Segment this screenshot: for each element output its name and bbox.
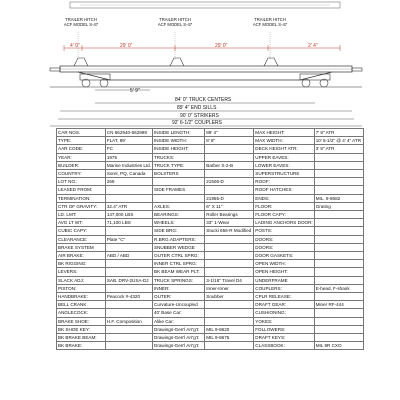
couplers-dimension: 92' 6-1/2" COUPLERS	[172, 120, 222, 126]
field-label: DRAFT KEYS:	[254, 334, 314, 342]
field-label: SUPERSTRUCTURE	[254, 170, 314, 178]
field-value	[314, 260, 363, 268]
top-dimension: 29' 0"	[215, 43, 228, 49]
trailer-hitch	[264, 58, 278, 66]
field-value: Roller Bearings	[205, 211, 254, 219]
field-value	[314, 227, 363, 235]
field-value: Peacock #-4320	[105, 293, 152, 301]
field-value: MIL 9-8675	[205, 334, 254, 342]
truck-centers-dimension: 84' 0" TRUCK CENTERS	[175, 97, 232, 103]
field-value: Miner RF-444	[314, 301, 363, 309]
field-label: DECK HEIGHT ATR:	[254, 145, 314, 153]
field-value	[314, 293, 363, 301]
field-value	[105, 334, 152, 342]
field-label: CAR NOS.	[57, 129, 106, 137]
field-value	[205, 170, 254, 178]
field-value: MIL 9-8620	[205, 325, 254, 333]
field-label: Curvature-Uncoupled	[153, 301, 205, 309]
field-label: BEARINGS:	[153, 211, 205, 219]
field-value: 71,100 LBS	[105, 219, 152, 227]
field-value: MIL. 9-8682	[314, 194, 363, 202]
field-label: ROOF:	[254, 178, 314, 186]
field-label: CPLR RELEASE:	[254, 293, 314, 301]
field-label: OPEN HEIGHT:	[254, 268, 314, 276]
field-value	[314, 268, 363, 276]
field-value	[205, 268, 254, 276]
field-label: INSIDE WIDTH:	[153, 137, 205, 145]
field-value	[205, 153, 254, 161]
field-value	[314, 211, 363, 219]
field-value: 7' 9" ATR	[314, 129, 363, 137]
field-label: Drawings-Gen'l Arr'g't:	[153, 325, 205, 333]
field-value: 10' 5-1/2" @ 4' 4" ATR	[314, 137, 363, 145]
field-value: Barber S-2-B	[205, 161, 254, 169]
field-label: SLACK ADJ:	[57, 276, 106, 284]
side-dimension: 5' 9"	[130, 88, 140, 94]
field-value	[105, 186, 152, 194]
field-label: COUPLERS:	[254, 284, 314, 292]
field-label: R.BRG.ADAPTERS:	[153, 235, 205, 243]
field-value: Stucki 656-R Modified	[205, 227, 254, 235]
hitch-label-line: ACF MODEL S-47	[157, 21, 193, 27]
hitch-label-line: TRAILER HITCH	[159, 17, 191, 22]
sheet-row	[57, 260, 364, 268]
field-value	[205, 252, 254, 260]
field-label: BK RIGGING:	[57, 260, 106, 268]
field-label: DOOR GASKETS:	[254, 252, 314, 260]
sheet-row	[57, 211, 364, 219]
sheet-row	[57, 145, 364, 153]
field-value: MIL 9R CXO	[314, 342, 363, 350]
field-label: BRAKE SYSTEM	[57, 243, 106, 251]
field-label: LEVERS:	[57, 268, 106, 276]
field-value: FLAT, 89'	[105, 137, 152, 145]
field-label: LADING ANCHORS DOOR:	[255, 220, 313, 226]
field-label: CUBIC CAPY:	[57, 227, 106, 235]
field-label: OPEN WIDTH:	[254, 260, 314, 268]
field-value	[205, 309, 254, 317]
field-value	[205, 243, 254, 251]
field-value: 21506-D	[205, 178, 254, 186]
field-value: Plate "C"	[105, 235, 152, 243]
field-label: UNDERFRAME	[254, 276, 314, 284]
field-label: BK SHOE KEY:	[57, 325, 106, 333]
field-value	[314, 325, 363, 333]
field-label: LEASED FROM:	[57, 186, 106, 194]
hitch-label-line: ACF MODEL S-47	[252, 21, 288, 27]
sheet-row	[57, 153, 364, 161]
field-label: BRAKE SHOE:	[57, 317, 106, 325]
field-label: POSTS:	[254, 227, 314, 235]
top-dimension: 2' 4"	[308, 43, 318, 49]
sheet-row	[57, 293, 364, 301]
field-value: 21955-D	[205, 194, 254, 202]
field-value	[314, 235, 363, 243]
field-value: Snubber	[205, 293, 254, 301]
field-label: FLOOR CAPY:	[254, 211, 314, 219]
field-value: 89' 4"	[205, 129, 254, 137]
sheet-row	[57, 317, 364, 325]
field-label	[153, 194, 205, 202]
sheet-row	[57, 252, 364, 260]
field-value	[314, 317, 363, 325]
field-value: Sorel, PQ, Canada	[105, 170, 152, 178]
field-label: AAR CODE:	[57, 145, 106, 153]
field-label: OUTER CTRL SPRG:	[153, 252, 205, 260]
sheet-row	[57, 161, 364, 169]
field-label: AXLES:	[153, 202, 205, 210]
sheet-row	[57, 194, 364, 202]
field-label: DRAFT GEAR:	[254, 301, 314, 309]
field-label: LOWER EAVES:	[254, 161, 314, 169]
field-label: INSIDE LENGTH:	[153, 129, 205, 137]
field-label: YOKES:	[254, 317, 314, 325]
field-label: LD. LMT:	[57, 211, 106, 219]
field-value: 6" X 11"	[205, 202, 254, 210]
sheet-row	[57, 243, 364, 251]
sheet-row	[57, 268, 364, 276]
field-value	[314, 186, 363, 194]
field-value	[105, 301, 152, 309]
strikers-dimension: 90' 0" STRIKERS	[180, 113, 219, 119]
field-value: 269	[105, 178, 152, 186]
field-label: BK BRAKE:	[57, 342, 106, 350]
field-label: TERMINATION:	[57, 194, 106, 202]
sheet-row	[57, 129, 364, 137]
hitch-label-line: TRAILER HITCH	[254, 17, 286, 22]
field-label: ROOF HATCHES:	[254, 186, 314, 194]
field-label: TRUCK SPRINGS:	[153, 276, 205, 284]
field-value: Grating	[314, 202, 363, 210]
field-value: H.F. Composition	[105, 317, 152, 325]
field-value: 147,000 LBS	[105, 211, 152, 219]
sheet-row	[57, 284, 364, 292]
field-label: SIDE BRG:	[153, 227, 205, 235]
field-label: OUTER:	[153, 293, 205, 301]
field-label: FLOOR:	[254, 202, 314, 210]
sheet-row	[57, 334, 364, 342]
field-label: AIR BRAKE:	[57, 252, 106, 260]
field-label: SNUBBER WEDGE	[153, 243, 205, 251]
sheet-row	[57, 325, 364, 333]
field-label: BUILDER:	[57, 161, 106, 169]
field-label: COUNTRY:	[57, 170, 106, 178]
field-value	[105, 268, 152, 276]
field-value	[205, 186, 254, 194]
field-label	[153, 178, 205, 186]
coupler-right	[352, 68, 362, 71]
field-label: YEAR:	[57, 153, 106, 161]
car-data-sheet	[56, 128, 364, 350]
sheet-row	[57, 186, 364, 194]
field-value	[205, 301, 254, 309]
field-value: ABD / ABD	[105, 252, 152, 260]
field-label: DOORS:	[254, 243, 314, 251]
field-value: 33" 1-Wear	[205, 219, 254, 227]
field-label: LOT NO.:	[57, 178, 106, 186]
field-label: MAX HEIGHT:	[254, 129, 314, 137]
field-label: BOLSTERS	[153, 170, 205, 178]
field-label: UPPER EAVES:	[254, 153, 314, 161]
field-label: ANGLECOCK:	[57, 309, 106, 317]
field-value: SAB. DRV-2USA-DJ	[105, 276, 152, 284]
field-label: TRUCKS:	[153, 153, 205, 161]
field-label: FOLLOWERS:	[254, 325, 314, 333]
field-value	[105, 260, 152, 268]
field-label: AVG LT WT:	[57, 219, 106, 227]
field-label: BK BEAM WEAR PLT:	[153, 268, 205, 276]
sheet-row	[57, 227, 364, 235]
field-label: CTR OF GRAVITY:	[57, 202, 106, 210]
trailer-hitch	[74, 58, 88, 66]
sheet-row	[57, 276, 364, 284]
trailer-hitch	[170, 58, 184, 66]
field-label: WHEELS:	[153, 219, 205, 227]
field-value	[314, 309, 363, 317]
field-value: Inner-Inner	[205, 284, 254, 292]
field-value	[314, 170, 363, 178]
coupler-left	[50, 68, 60, 71]
sheet-row	[57, 309, 364, 317]
field-value	[314, 161, 363, 169]
field-label: TYPE:	[57, 137, 106, 145]
field-label: DOORS:	[254, 235, 314, 243]
field-label: TRUCK TYPE:	[153, 161, 205, 169]
field-value: 32.4" ATR	[105, 202, 152, 210]
field-value	[105, 309, 152, 317]
hitch-label-line: ACF MODEL S-47	[63, 21, 99, 27]
car-elevation-drawing	[0, 0, 400, 128]
sheet-row	[57, 137, 364, 145]
field-value	[105, 342, 152, 350]
field-label: BK BRAKE BEAM:	[57, 334, 106, 342]
field-value	[105, 284, 152, 292]
field-value	[314, 243, 363, 251]
field-value: 8' 8"	[205, 137, 254, 145]
field-label: CLASSBOOK:	[254, 342, 314, 350]
field-value	[105, 325, 152, 333]
field-value: 1975	[105, 153, 152, 161]
top-dimension: 29' 0"	[120, 43, 133, 49]
field-value	[205, 317, 254, 325]
hitch-label-line: TRAILER HITCH	[65, 17, 97, 22]
field-label: INNER CTRL SPRG:	[153, 260, 205, 268]
end-sills-dimension: 89' 4" END SILLS	[177, 105, 217, 111]
sheet-row	[57, 178, 364, 186]
field-label: HANDBRAKE:	[57, 293, 106, 301]
field-value	[314, 252, 363, 260]
field-value	[314, 276, 363, 284]
field-value	[205, 235, 254, 243]
field-value	[105, 243, 152, 251]
field-label: BELL CRANK	[57, 301, 106, 309]
field-value	[314, 178, 363, 186]
field-label: INNER:	[153, 284, 205, 292]
field-label: Alike Car:	[153, 317, 205, 325]
field-label: Drawings-Gen'l Arr'g't:	[153, 342, 205, 350]
field-label: CUSHIONING:	[254, 309, 314, 317]
field-label: PISTON:	[57, 284, 106, 292]
sheet-row	[57, 202, 364, 210]
sheet-row	[57, 235, 364, 243]
field-value	[205, 145, 254, 153]
sheet-row	[57, 301, 364, 309]
field-label: ENDS:	[254, 194, 314, 202]
field-value: FC	[105, 145, 152, 153]
field-value: E-head, F-shank	[314, 284, 363, 292]
field-label: SIDE FRAMES	[153, 186, 205, 194]
field-value	[314, 219, 363, 227]
field-value: 3-1/16" Travel D4	[205, 276, 254, 284]
field-value	[314, 153, 363, 161]
field-value	[314, 334, 363, 342]
center-sill	[78, 72, 332, 80]
field-label: Drawings-Gen'l Arr'g't:	[153, 334, 205, 342]
field-value	[105, 194, 152, 202]
sheet-row	[57, 170, 364, 178]
sheet-row	[57, 219, 364, 227]
field-label: INSIDE HEIGHT:	[153, 145, 205, 153]
field-value	[105, 227, 152, 235]
sheet-row	[57, 342, 364, 350]
field-value	[205, 342, 254, 350]
field-label: 40' Base Car:	[153, 309, 205, 317]
top-dimension: 4' 0"	[70, 43, 80, 49]
field-value: 3' 8" ATR	[314, 145, 363, 153]
field-value: Marine Industries Ltd.	[106, 162, 151, 168]
field-value: CN 662940-662999	[105, 129, 152, 137]
field-label: MAX WIDTH:	[254, 137, 314, 145]
field-label: CLEARANCE:	[57, 235, 106, 243]
field-value	[205, 260, 254, 268]
